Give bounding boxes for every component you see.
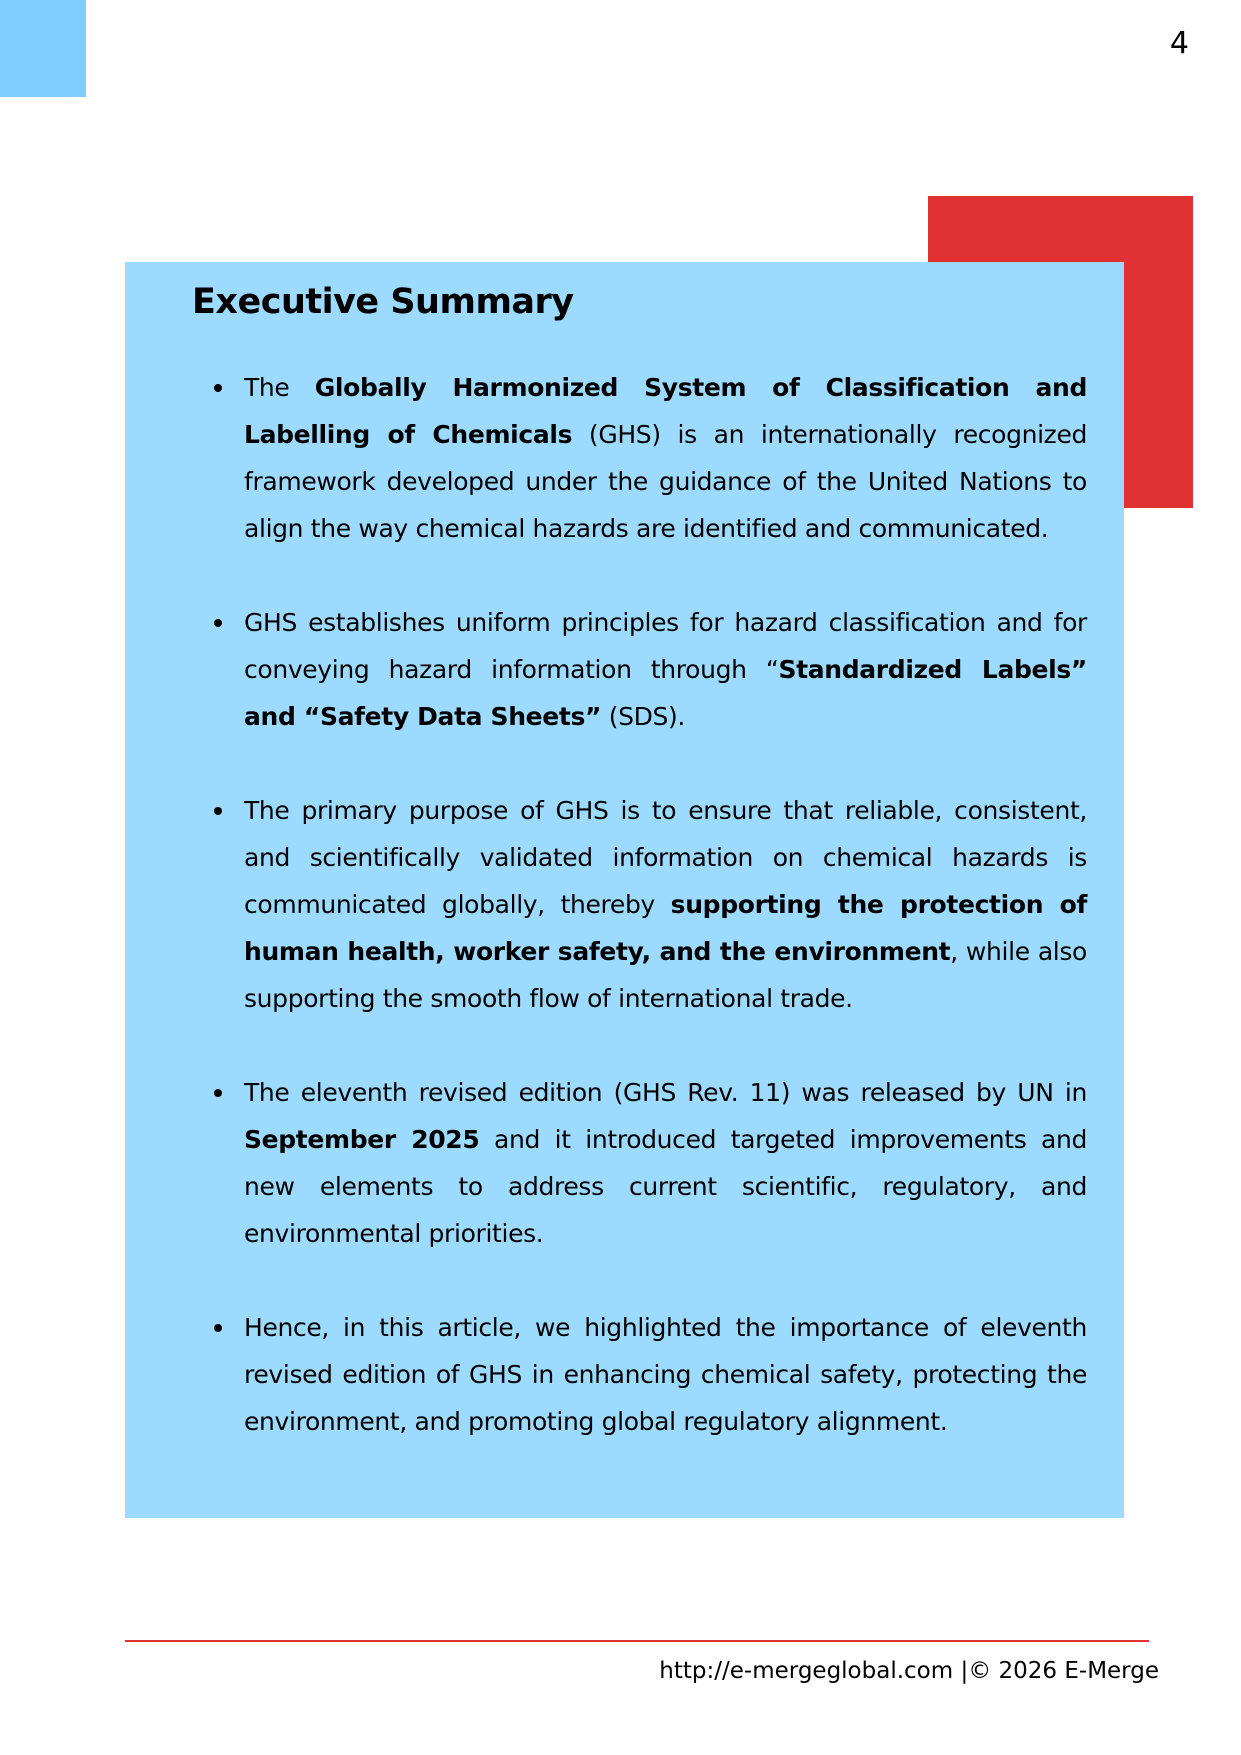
- page-number: 4: [1169, 26, 1189, 61]
- bullet-text: The primary purpose of GHS is to ensure that reliable, consistent, and scientifically validated information on chemical hazards is communicated globally, thereby: [244, 796, 1087, 919]
- bullet-text-bold: Globally Harmonized System of Classification and Labelling of Chemicals: [244, 373, 1087, 449]
- footer-divider: [125, 1640, 1149, 1642]
- bullet-text: (SDS).: [601, 702, 686, 731]
- section-title: Executive Summary: [192, 282, 574, 322]
- corner-accent-square: [0, 0, 86, 97]
- bullet-icon: [214, 619, 222, 627]
- summary-bullet-4: [192, 1069, 1087, 1257]
- summary-bullet-2: [192, 599, 1087, 740]
- bullet-text: , while also supporting the smooth flow of international trade.: [244, 937, 1088, 1013]
- summary-bullet-list: [192, 364, 1087, 1445]
- summary-bullet-5: [192, 1304, 1087, 1445]
- bullet-text-bold: September 2025: [244, 1125, 480, 1154]
- executive-summary-panel: [125, 262, 1124, 1518]
- bullet-text: (GHS) is an internationally recognized framework developed under the guidance of the United Nations to align the way chemical hazards are identified and communicated.: [244, 420, 1088, 543]
- bullet-text: and it introduced targeted improvements and new elements to address current scientific, regulatory, and environmental priorities.: [244, 1125, 1087, 1248]
- bullet-icon: [214, 1324, 222, 1332]
- bullet-icon: [214, 807, 222, 815]
- bullet-text-bold: supporting the protection of human health, worker safety, and the environment: [244, 890, 1087, 966]
- bullet-text: The: [244, 373, 315, 402]
- bullet-text: The eleventh revised edition (GHS Rev. 11) was released by UN in: [244, 1078, 1087, 1107]
- bullet-text-bold: Standardized Labels” and “Safety Data Sheets”: [244, 655, 1087, 731]
- bullet-icon: [214, 1089, 222, 1097]
- summary-bullet-1: [192, 364, 1087, 552]
- summary-bullet-3: [192, 787, 1087, 1022]
- footer-copyright: http://e-mergeglobal.com |© 2026 E-Merge: [659, 1658, 1159, 1684]
- bullet-text: GHS establishes uniform principles for hazard classification and for conveying hazard information through “: [244, 608, 1087, 684]
- bullet-icon: [214, 384, 222, 392]
- bullet-text: Hence, in this article, we highlighted the importance of eleventh revised edition of GHS in enhancing chemical safety, protecting the environment, and promoting global regulatory alignment.: [244, 1313, 1087, 1436]
